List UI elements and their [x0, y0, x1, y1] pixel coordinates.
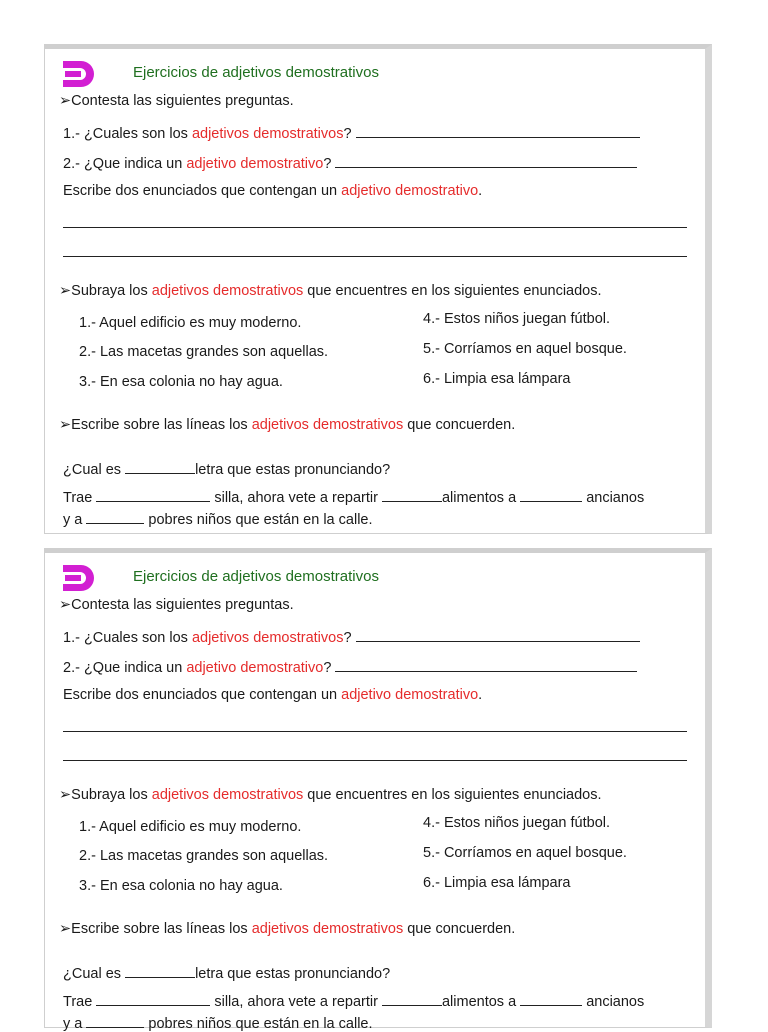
answer-line-q2[interactable]: [335, 153, 637, 168]
sentence-2: 2.- Las macetas grandes son aquellas.: [79, 344, 329, 360]
sentence-3: 3.- En esa colonia no hay agua.: [79, 374, 283, 390]
fill-sentence-2: Trae silla, ahora vete a repartir alimentos a ancianos: [63, 487, 644, 506]
answer-line-q2[interactable]: [335, 657, 637, 672]
sentence-5: 5.- Corríamos en aquel bosque.: [423, 341, 627, 357]
blank-4[interactable]: [520, 487, 582, 502]
worksheet-2: [44, 548, 712, 1032]
question-2: 2.- ¿Que indica un adjetivo demostrativo?: [63, 657, 637, 676]
writing-line-1[interactable]: [63, 731, 687, 732]
section3-heading: ➢Escribe sobre las líneas los adjetivos demostrativos que concuerden.: [59, 417, 516, 433]
fill-sentence-1: ¿Cual es letra que estas pronunciando?: [63, 963, 390, 982]
blank-3[interactable]: [382, 991, 442, 1006]
fill-sentence-2: Trae silla, ahora vete a repartir alimentos a ancianos: [63, 991, 644, 1010]
question-1: 1.- ¿Cuales son los adjetivos demostrativos?: [63, 123, 640, 142]
sentence-4: 4.- Estos niños juegan fútbol.: [423, 311, 611, 327]
sentence-3: 3.- En esa colonia no hay agua.: [79, 878, 283, 894]
worksheet-logo-icon: [59, 561, 95, 595]
worksheet-logo-icon: [59, 57, 95, 91]
blank-3[interactable]: [382, 487, 442, 502]
blank-2[interactable]: [96, 991, 210, 1006]
writing-line-1[interactable]: [63, 227, 687, 228]
sentence-6: 6.- Limpia esa lámpara: [423, 371, 571, 387]
blank-1[interactable]: [125, 963, 195, 978]
answer-line-q1[interactable]: [356, 123, 640, 138]
question-1: 1.- ¿Cuales son los adjetivos demostrativos?: [63, 627, 640, 646]
fill-sentence-3: y a pobres niños que están en la calle.: [63, 1013, 373, 1032]
question-2: 2.- ¿Que indica un adjetivo demostrativo?: [63, 153, 637, 172]
blank-2[interactable]: [96, 487, 210, 502]
sentence-4: 4.- Estos niños juegan fútbol.: [423, 815, 611, 831]
worksheet-title: Ejercicios de adjetivos demostrativos: [133, 568, 379, 585]
fill-sentence-1: ¿Cual es letra que estas pronunciando?: [63, 459, 390, 478]
blank-5[interactable]: [86, 509, 144, 524]
writing-line-2[interactable]: [63, 256, 687, 257]
sentence-5: 5.- Corríamos en aquel bosque.: [423, 845, 627, 861]
blank-1[interactable]: [125, 459, 195, 474]
sentence-1: 1.- Aquel edificio es muy moderno.: [79, 315, 302, 331]
blank-5[interactable]: [86, 1013, 144, 1028]
worksheet-1: [44, 44, 712, 534]
section3-heading: ➢Escribe sobre las líneas los adjetivos demostrativos que concuerden.: [59, 921, 516, 937]
section2-heading: ➢Subraya los adjetivos demostrativos que encuentres en los siguientes enunciados.: [59, 283, 602, 299]
sentence-2: 2.- Las macetas grandes son aquellas.: [79, 848, 329, 864]
worksheet-title: Ejercicios de adjetivos demostrativos: [133, 64, 379, 81]
sentence-6: 6.- Limpia esa lámpara: [423, 875, 571, 891]
sentence-1: 1.- Aquel edificio es muy moderno.: [79, 819, 302, 835]
section1-heading: ➢Contesta las siguientes preguntas.: [59, 93, 294, 109]
instruction-sentences: Escribe dos enunciados que contengan un adjetivo demostrativo.: [63, 687, 483, 703]
writing-line-2[interactable]: [63, 760, 687, 761]
instruction-sentences: Escribe dos enunciados que contengan un adjetivo demostrativo.: [63, 183, 483, 199]
section1-heading: ➢Contesta las siguientes preguntas.: [59, 597, 294, 613]
section2-heading: ➢Subraya los adjetivos demostrativos que encuentres en los siguientes enunciados.: [59, 787, 602, 803]
fill-sentence-3: y a pobres niños que están en la calle.: [63, 509, 373, 528]
answer-line-q1[interactable]: [356, 627, 640, 642]
blank-4[interactable]: [520, 991, 582, 1006]
